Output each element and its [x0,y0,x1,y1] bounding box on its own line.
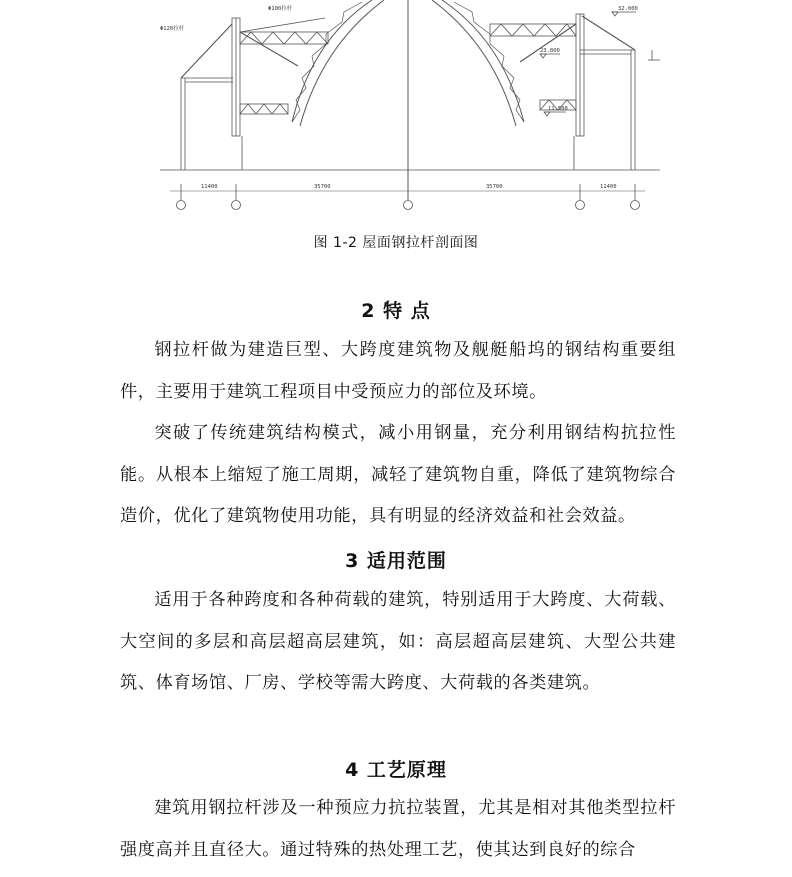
dim-1: 11400 [201,184,218,190]
paragraph: 建筑用钢拉杆涉及一种预应力抗拉装置，尤其是相对其他类型拉杆强度高并且直径大。通过特殊的热处理工艺，使其达到良好的综合 [120,798,676,860]
elevation-top: 32.000 [618,6,638,12]
dim-3: 35700 [486,184,503,190]
paragraph: 突破了传统建筑结构模式，减小用钢量，充分利用钢结构抗拉性能。从根本上缩短了施工周期，减轻了建筑物自重，降低了建筑物综合造价，优化了建筑物使用功能，具有明显的经济效益和社会效益。 [120,423,676,526]
elevation-low: 11.500 [548,106,568,112]
tie-label-a: Φ120拉杆 [160,26,185,32]
dim-2: 35700 [314,184,331,190]
tie-label-b: Φ100拉杆 [268,6,293,12]
section-heading-principle: 4 工艺原理 [345,759,447,781]
section-heading-features: 2 特 点 [361,300,431,322]
dim-4: 11400 [600,184,617,190]
paragraph: 钢拉杆做为建造巨型、大跨度建筑物及舰艇船坞的钢结构重要组件，主要用于建筑工程项目中受预应力的部位及环境。 [120,340,676,402]
figure-caption: 图 1-2 屋面钢拉杆剖面图 [313,235,479,251]
section-heading-scope: 3 适用范围 [345,550,447,572]
elevation-mid: 23.800 [540,48,560,54]
paragraph: 适用于各种跨度和各种荷载的建筑，特别适用于大跨度、大荷载、大空间的多层和高层超高层建筑，如：高层超高层建筑、大型公共建筑、体育场馆、厂房、学校等需大跨度、大荷载的各类建筑。 [120,590,676,693]
section-drawing [0,0,792,215]
